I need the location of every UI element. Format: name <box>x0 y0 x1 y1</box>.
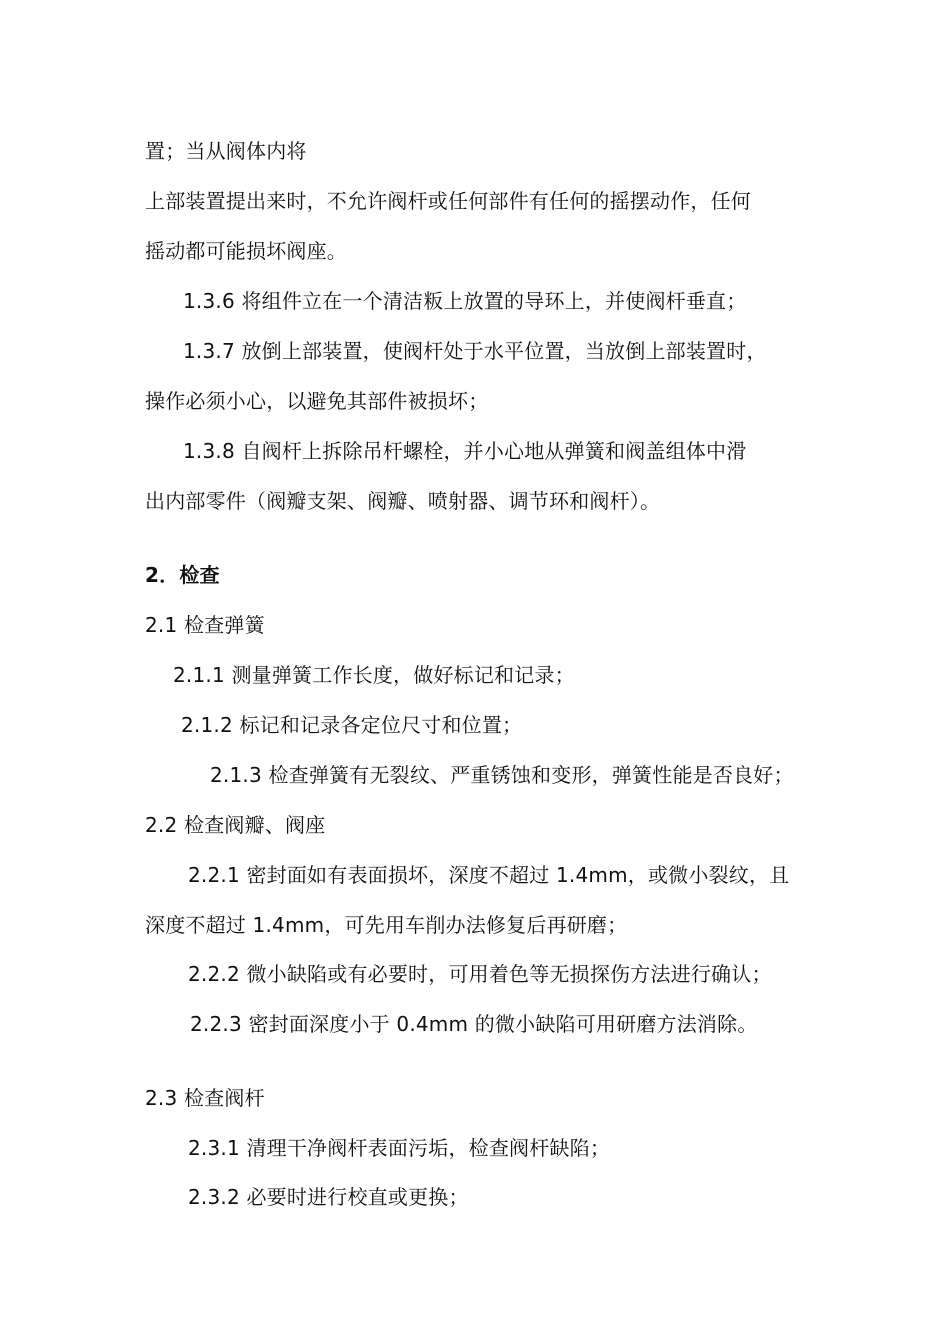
subsection-heading: 2.3 检查阀杆 <box>145 1086 265 1110</box>
text-line: 2.2.1 密封面如有表面损坏，深度不超过 1.4mm，或微小裂纹，且 <box>188 863 790 887</box>
subsection-heading: 2.2 检查阀瓣、阀座 <box>145 813 326 837</box>
text-line: 2.2.3 密封面深度小于 0.4mm 的微小缺陷可用研磨方法消除。 <box>190 1012 758 1036</box>
text-line: 操作必须小心，以避免其部件被损坏； <box>145 389 489 413</box>
text-line: 2.2.2 微小缺陷或有必要时，可用着色等无损探伤方法进行确认； <box>188 962 772 986</box>
text-line: 2.1.3 检查弹簧有无裂纹、严重锈蚀和变形，弹簧性能是否良好； <box>210 763 794 787</box>
text-line: 2.1.2 标记和记录各定位尺寸和位置； <box>181 713 523 737</box>
text-line: 摇动都可能损坏阀座。 <box>145 239 347 263</box>
text-line: 2.1.1 测量弹簧工作长度，做好标记和记录； <box>173 663 575 687</box>
text-line: 上部装置提出来时，不允许阀杆或任何部件有任何的摇摆动作，任何 <box>145 189 751 213</box>
text-line: 深度不超过 1.4mm，可先用车削办法修复后再研磨； <box>145 913 628 937</box>
subsection-heading: 2.1 检查弹簧 <box>145 613 265 637</box>
text-line: 置；当从阀体内将 <box>145 139 307 163</box>
text-line: 2.3.2 必要时进行校直或更换； <box>188 1185 469 1209</box>
text-line: 出内部零件（阀瓣支架、阀瓣、喷射器、调节环和阀杆）。 <box>145 489 661 513</box>
text-line: 1.3.6 将组件立在一个清洁粄上放置的导环上，并使阀杆垂直； <box>183 289 747 313</box>
section-heading: 2．检查 <box>145 563 220 587</box>
text-line: 1.3.7 放倒上部装置，使阀杆处于水平位置，当放倒上部装置时， <box>183 339 767 363</box>
text-line: 1.3.8 自阀杆上拆除吊杆螺栓，并小心地从弹簧和阀盖组体中滑 <box>183 439 747 463</box>
text-line: 2.3.1 清理干净阀杆表面污垢，检查阀杆缺陷； <box>188 1136 611 1160</box>
